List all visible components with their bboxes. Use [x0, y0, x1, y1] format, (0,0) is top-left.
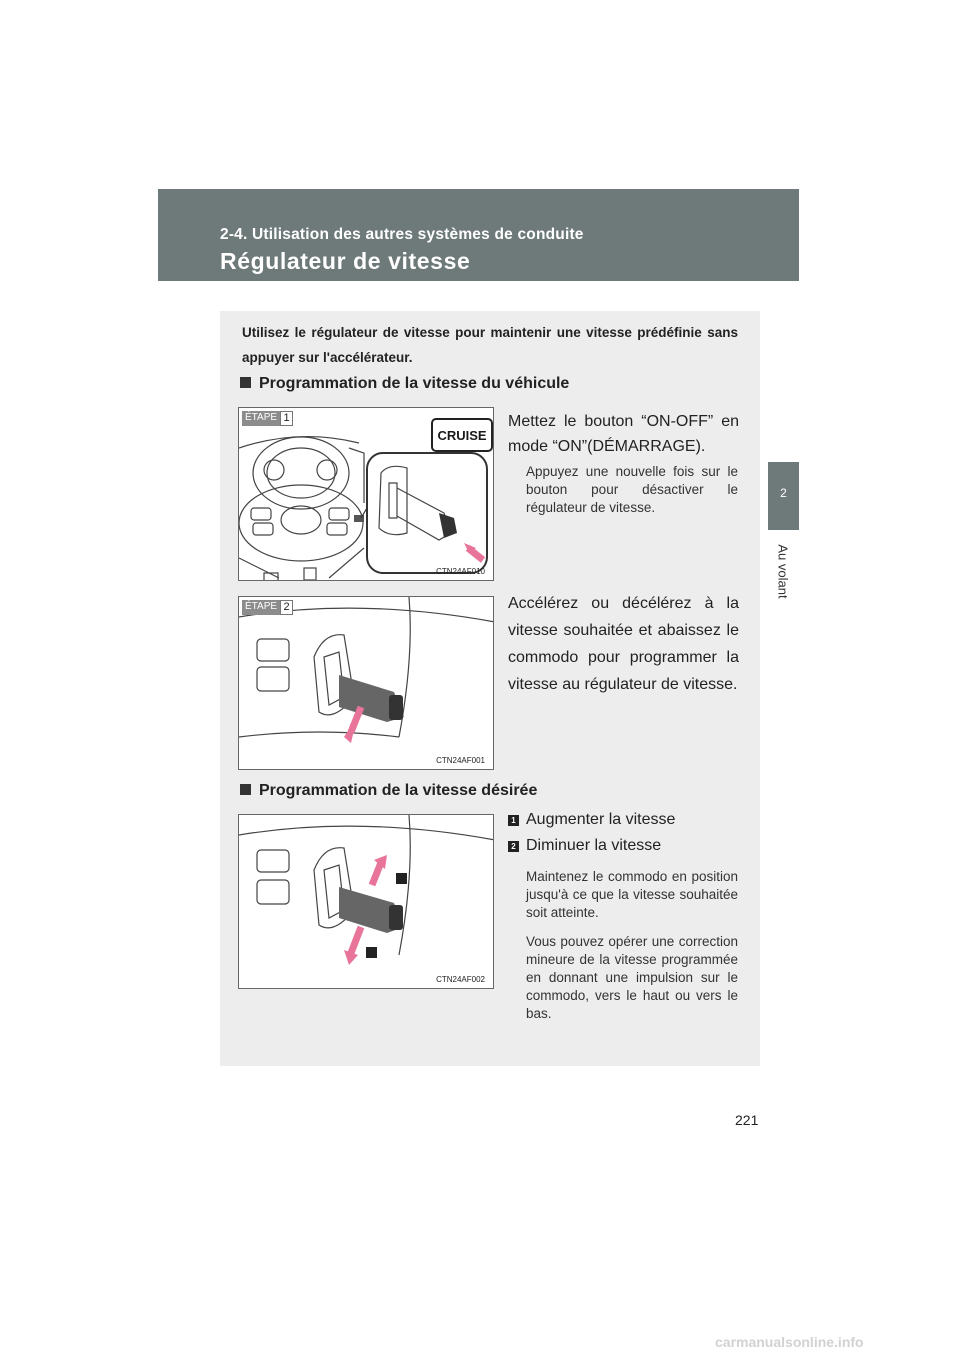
figure-step1 — [238, 407, 494, 581]
section2-heading: Programmation de la vitesse désirée — [240, 782, 537, 800]
number-badge-icon: 1 — [508, 815, 519, 826]
figure-speed-adjust — [238, 814, 494, 989]
lever-illustration — [239, 597, 494, 770]
figure-code: CTN24AF002 — [436, 975, 485, 984]
step2-badge: ÉTAPE 2 — [242, 600, 293, 615]
speed-item-increase: 1 Augmenter la vitesse — [508, 811, 675, 829]
speed-item-decrease: 2 Diminuer la vitesse — [508, 837, 661, 855]
watermark: carmanualsonline.info — [715, 1334, 864, 1350]
cruise-button-icon — [431, 418, 493, 452]
figure-code: CTN24AF001 — [436, 756, 485, 765]
step1-text: Mettez le bouton “ON-OFF” en mode “ON”(DÉMARRAGE). — [508, 413, 739, 455]
step2-text: Accélérez ou décélérez à la vitesse souhaitée et abaissez le commodo pour programmer la vitesse au régulateur de vitesse. — [508, 595, 739, 693]
square-bullet-icon — [240, 784, 251, 795]
chapter-number: 2 — [780, 486, 787, 500]
page-number: 221 — [735, 1112, 759, 1128]
chapter-label: Au volant — [775, 544, 791, 599]
step1-note: Appuyez une nouvelle fois sur le bouton pour désactiver le régulateur de vitesse. — [526, 464, 738, 515]
page-title: Régulateur de vitesse — [220, 248, 471, 274]
section1-heading: Programmation de la vitesse du véhicule — [240, 375, 569, 393]
chapter-header — [158, 189, 799, 281]
step1-badge: ÉTAPE 1 — [242, 411, 293, 426]
cruise-label: CRUISE — [437, 427, 487, 443]
square-bullet-icon — [240, 377, 251, 388]
lever-up-down-illustration — [239, 815, 494, 989]
section-subtitle: 2-4. Utilisation des autres systèmes de conduite — [220, 226, 584, 243]
speed-note-1: Maintenez le commodo en position jusqu'à ce que la vitesse souhaitée soit atteinte. — [526, 869, 738, 920]
speed-note-2: Vous pouvez opérer une correction mineure de la vitesse programmée en donnant une impulsion sur le commodo, vers le haut ou vers le bas. — [526, 934, 738, 1021]
figure-code: CTN24AF010 — [436, 567, 485, 576]
chapter-tab — [768, 462, 799, 530]
chapter-side-label — [772, 538, 794, 606]
number-badge-icon: 2 — [508, 841, 519, 852]
intro-text: Utilisez le régulateur de vitesse pour maintenir une vitesse prédéfinie sans appuyer sur l'accélérateur. — [242, 325, 738, 365]
figure-step2 — [238, 596, 494, 770]
